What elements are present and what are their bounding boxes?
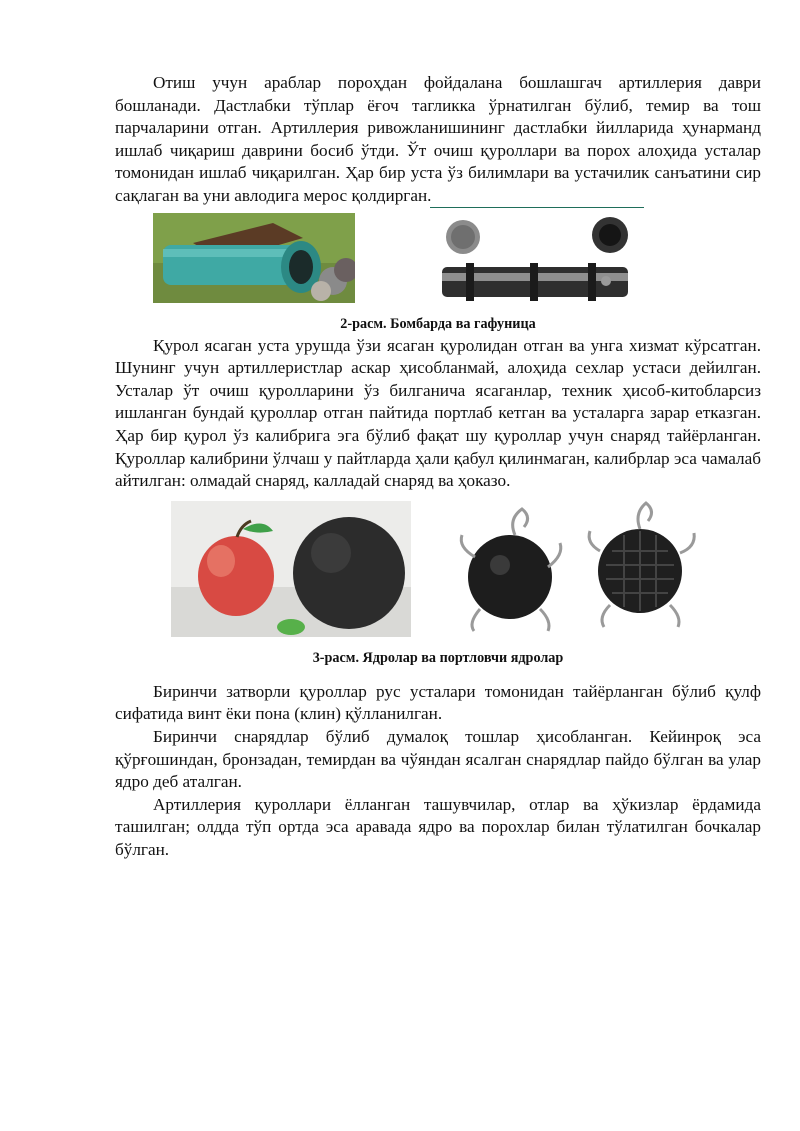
paragraph-5: Артиллерия қуроллари ёлланган ташувчилар, отлар ва ҳўкизлар ёрдамида ташилган; олдда тўп ортда эса аравада ядро ва порохлар билан тўлатилган бочкалар бўлган. <box>115 794 761 859</box>
paragraph-3: Биринчи затворли қуроллар рус усталари томонидан тайёрланган бўлиб қулф сифатида винт ёки пона (клин) қўлланилган. <box>115 681 761 724</box>
gafunica-image <box>438 217 634 307</box>
figure-2-caption: 2-расм. Бомбарда ва гафуница <box>340 315 536 332</box>
figure-2 <box>115 211 761 315</box>
spacer <box>115 667 761 681</box>
figure-3 <box>115 497 761 647</box>
figure-3-caption: 3-расм. Ядролар ва портловчи ядролар <box>312 649 564 666</box>
paragraph-2: Қурол ясаган уста урушда ўзи ясаган қуролидан отган ва унга хизмат кўрсатган. Шунинг учун артиллеристлар аскар ҳисобланмай, алоҳида сехлар устаси дейилган. Усталар ўт очиш қуролларини ўз билганича ясаганлар, техник ҳисоб-китобларсиз ишланган бундай қуроллар отган пайтида портлаб кетган ва усталарга зарар етказган. Ҳар бир қурол ўз калибрига эга бўлиб фақат шу қуроллар учун снаряд тайёрланган. Қуроллар калибрини ўлчаш у пайтларда ҳали қабул қилинмаган, калибрлар эса чамалаб айтилган: олмадай снаряд, калладай снаряд ва ҳоказо. <box>115 335 761 491</box>
gafunica-photo <box>438 217 634 307</box>
apple-and-cannonball-photo <box>171 501 411 637</box>
document-page <box>115 72 761 861</box>
bombard-image <box>153 213 355 303</box>
apple-cannonball-image <box>171 501 411 637</box>
explosive-balls-photo <box>440 497 720 637</box>
explosive-balls-image <box>440 497 720 637</box>
paragraph-1: Отиш учун араблар пороҳдан фойдалана бошлашгач артиллерия даври бошланади. Дастлабки тўплар ёғоч тагликка ўрнатилган бўлиб, темир ва тош парчаларини отган. Артиллерия ривожланишининг дастлабки йилларида ҳунарманд ишлаб чиқариш даврини босиб ўтди. Ўт очиш қуроллари ва порох алоҳида усталар томонидан ишлаб чиқарилган. Ҳар бир уста ўз билимлари ва устачилик санъатини сир сақлаган ва уни авлодига мерос қолдирган. <box>115 73 761 205</box>
handwritten-underline <box>430 207 644 208</box>
bombard-photo <box>153 213 355 303</box>
paragraph-4: Биринчи снарядлар бўлиб думалоқ тошлар ҳисобланган. Кейинроқ эса қўрғошиндан, бронзадан, темирдан ва чўяндан ясалган снарядлар пайдо бўлган ва улар ядро деб аталган. <box>115 726 761 792</box>
